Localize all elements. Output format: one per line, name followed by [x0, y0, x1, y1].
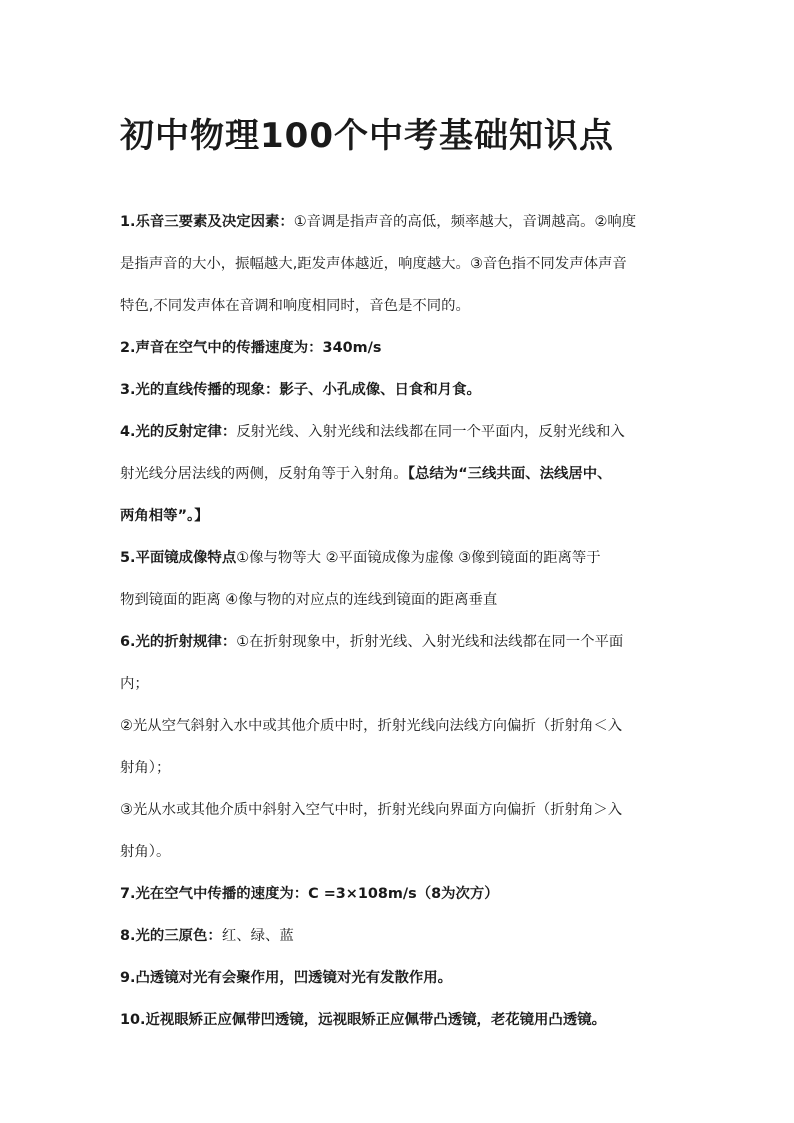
paragraph-line: [120, 579, 682, 621]
body-text: 射光线分居法线的两侧，反射角等于入射角。: [120, 466, 408, 482]
bold-text: 两角相等”。】: [120, 508, 209, 524]
paragraph-line: [120, 789, 682, 831]
bold-text: 9.凸透镜对光有会聚作用，凹透镜对光有发散作用。: [120, 970, 453, 986]
bold-text: 8.光的三原色：: [120, 928, 222, 944]
paragraph-line: [120, 201, 682, 243]
paragraph-line: [120, 411, 682, 453]
bold-text: 1.乐音三要素及决定因素：: [120, 214, 294, 230]
bold-text: 6.光的折射规律：: [120, 634, 237, 650]
bold-text: 3.光的直线传播的现象：影子、小孔成像、日食和月食。: [120, 382, 481, 398]
bold-text: 【总结为“三线共面、法线居中、: [407, 466, 612, 482]
body-text: 红、绿、蓝: [221, 928, 294, 944]
body-text: ①在折射现象中，折射光线、入射光线和法线都在同一个平面: [236, 634, 624, 650]
bold-text: 2.声音在空气中的传播速度为：340m/s: [120, 340, 382, 356]
body-text: 内；: [120, 676, 149, 692]
bold-text: 7.光在空气中传播的速度为：C =3×108m/s（8为次方）: [120, 886, 499, 902]
bold-text: 4.光的反射定律：: [120, 424, 237, 440]
paragraph-line: [120, 999, 682, 1041]
body-text: 是指声音的大小，振幅越大,距发声体越近，响度越大。③音色指不同发声体声音: [120, 256, 627, 272]
paragraph-line: [120, 243, 682, 285]
body-text: 反射光线、入射光线和法线都在同一个平面内，反射光线和入: [236, 424, 625, 440]
body-text: ③光从水或其他介质中斜射入空气中时，折射光线向界面方向偏折（折射角＞入: [120, 802, 623, 818]
body-text: ②光从空气斜射入水中或其他介质中时，折射光线向法线方向偏折（折射角＜入: [120, 718, 623, 734]
document-body: [120, 201, 682, 1041]
body-text: ①像与物等大 ②平面镜成像为虚像 ③像到镜面的距离等于: [236, 550, 601, 566]
paragraph-line: [120, 327, 682, 369]
paragraph-line: [120, 747, 682, 789]
bold-text: 10.近视眼矫正应佩带凹透镜，远视眼矫正应佩带凸透镜，老花镜用凸透镜。: [120, 1012, 606, 1028]
paragraph-line: [120, 495, 682, 537]
page-title: 初中物理100个中考基础知识点: [120, 116, 614, 156]
paragraph-line: [120, 369, 682, 411]
body-text: 射角）。: [120, 844, 171, 860]
paragraph-line: [120, 453, 682, 495]
body-text: 物到镜面的距离 ④像与物的对应点的连线到镜面的距离垂直: [120, 592, 498, 608]
bold-text: 5.平面镜成像特点: [120, 550, 237, 566]
body-text: 特色,不同发声体在音调和响度相同时，音色是不同的。: [120, 298, 470, 314]
body-text: ①音调是指声音的高低，频率越大，音调越高。②响度: [293, 214, 637, 230]
paragraph-line: [120, 705, 682, 747]
paragraph-line: [120, 537, 682, 579]
paragraph-line: [120, 957, 682, 999]
body-text: 射角）；: [120, 760, 171, 776]
paragraph-line: [120, 663, 682, 705]
paragraph-line: [120, 831, 682, 873]
paragraph-line: [120, 285, 682, 327]
paragraph-line: [120, 621, 682, 663]
paragraph-line: [120, 915, 682, 957]
paragraph-line: [120, 873, 682, 915]
